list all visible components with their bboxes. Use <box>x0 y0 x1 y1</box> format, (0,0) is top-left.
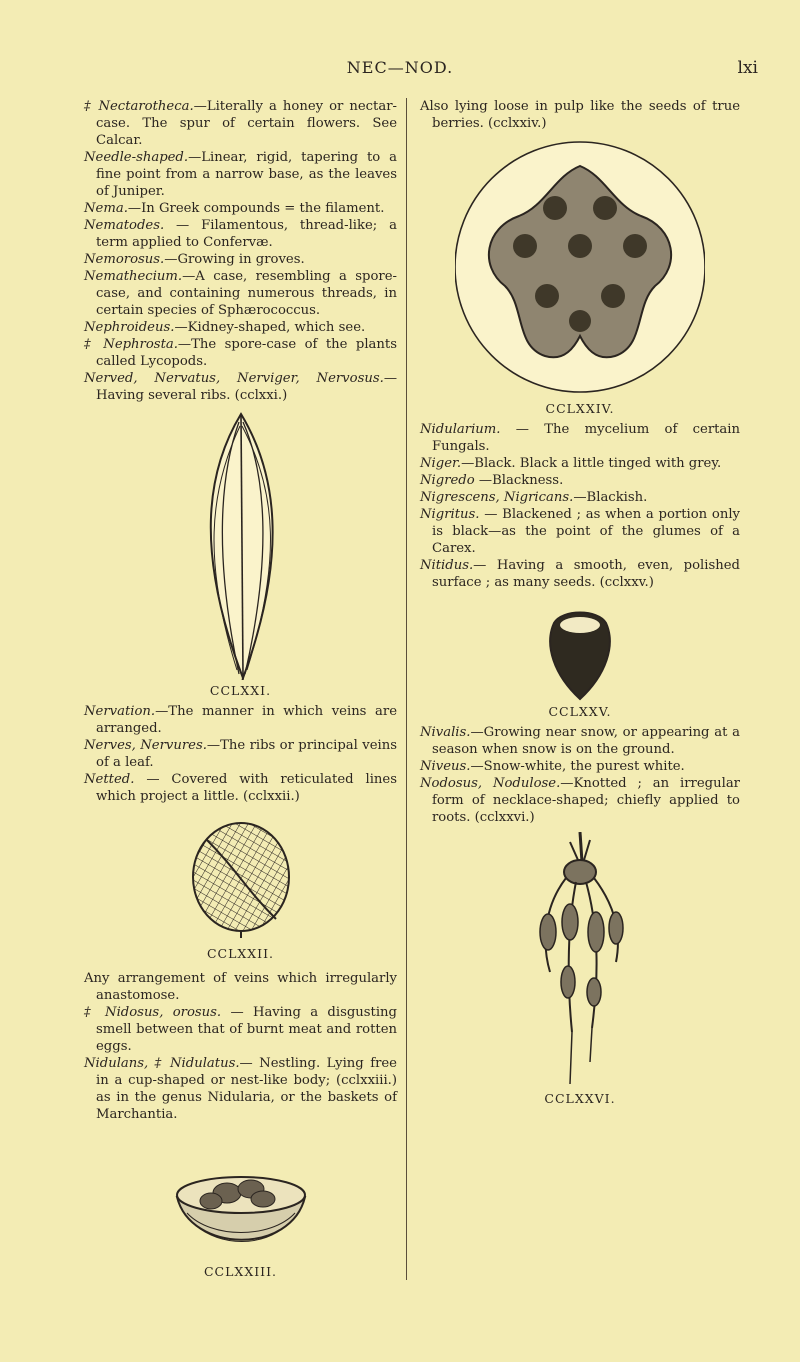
entry-definition: —In Greek compounds = the filament. <box>127 201 385 216</box>
glossary-entry <box>84 1055 397 1123</box>
entry-definition: —Literally a honey or nectar-case. The spur of certain flowers. See Calcar. <box>96 99 397 148</box>
figure-seeds-in-pulp <box>420 136 740 398</box>
entry-term: Nidularium. <box>420 422 501 437</box>
entries-b <box>84 703 397 805</box>
entry-term: Nidulans, ‡ Nidulatus. <box>84 1056 240 1071</box>
glossary-entry <box>84 771 397 805</box>
entry-term: Nigrescens, Nigricans. <box>420 490 574 505</box>
entry-definition: —Having several ribs. (cclxxi.) <box>96 371 397 403</box>
entry-definition: —Snow-white, the purest white. <box>470 759 685 774</box>
entry-definition: —Linear, rigid, tapering to a fine point from a narrow base, as the leaves of Juniper. <box>96 150 397 199</box>
entry-definition: — Filamentous, thread-like; a term applied to Confervæ. <box>96 218 397 250</box>
entry-term: ‡ Nidosus, orosus. <box>84 1005 222 1020</box>
glossary-entry <box>84 737 397 771</box>
glossary-entry <box>84 98 397 149</box>
figure-polished-seed <box>420 605 740 701</box>
entries-b <box>420 421 740 591</box>
entry-term: Nitidus. <box>420 558 474 573</box>
entry-definition: — The mycelium of certain Fungals. <box>432 422 740 454</box>
glossary-entry <box>420 455 740 472</box>
netted-leaf-illustration <box>186 819 296 939</box>
glossary-entry <box>420 506 740 557</box>
glossary-entry <box>420 775 740 826</box>
glossary-entry <box>84 268 397 319</box>
entry-definition: —Blackish. <box>573 490 648 505</box>
entry-definition: Any arrangement of veins which irregularly anastomose. <box>84 971 397 1003</box>
glossary-entry <box>84 336 397 370</box>
entry-definition: — Nestling. Lying free in a cup-shaped or nest-like body; (cclxxiii.) as in the genus Nidularia, or the baskets of Marchantia. <box>96 1056 397 1122</box>
entry-definition: —Blackness. <box>474 473 564 488</box>
figure-caption-cclxxiii: CCLXXIII. <box>203 1264 277 1279</box>
polished-seed-illustration <box>540 605 620 701</box>
entries-c <box>420 724 740 826</box>
entry-term: Nivalis. <box>420 725 471 740</box>
entry-term: Nigritus. <box>420 507 480 522</box>
entry-definition: —Knotted ; an irregular form of necklace-shaped; chiefly applied to roots. (cclxxvi.) <box>432 776 740 825</box>
entry-term: Nemathecium. <box>84 269 183 284</box>
column-divider <box>406 98 407 1280</box>
entry-definition: —Kidney-shaped, which see. <box>174 320 366 335</box>
entry-definition: —Growing near snow, or appearing at a season when snow is on the ground. <box>432 725 740 757</box>
figure-netted <box>84 819 397 943</box>
glossary-entry <box>420 421 740 455</box>
figure-nidulans <box>84 1163 397 1261</box>
entry-definition: —Growing in groves. <box>164 252 305 267</box>
figure-caption-cclxxii: CCLXXII. <box>206 946 275 961</box>
figure-nerved-leaf <box>84 412 397 680</box>
entry-definition: —The manner in which veins are arranged. <box>96 704 397 736</box>
glossary-entry <box>84 200 397 217</box>
entry-term: Netted. <box>84 772 135 787</box>
entries-a <box>84 98 397 404</box>
entry-definition: —The ribs or principal veins of a leaf. <box>96 738 397 770</box>
running-header: NEC—NOD. <box>346 58 454 77</box>
entry-term: ‡ Nephrosta. <box>84 337 178 352</box>
nest-cup-illustration <box>171 1163 311 1259</box>
glossary-entry <box>420 98 740 132</box>
figure-caption-cclxxv: CCLXXV. <box>548 704 612 719</box>
glossary-entry <box>84 1004 397 1055</box>
glossary-entry <box>420 724 740 758</box>
left-column <box>84 98 397 1284</box>
figure-caption-cclxxvi: CCLXXVI. <box>544 1091 616 1106</box>
entries-c <box>84 970 397 1123</box>
knotted-root-illustration <box>520 832 640 1088</box>
entry-term: Needle-shaped. <box>84 150 189 165</box>
nerved-leaf-illustration <box>181 412 301 680</box>
entry-term: Niger. <box>420 456 462 471</box>
page-number: lxi <box>737 58 758 78</box>
entry-definition: — Having a disgusting smell between that of burnt meat and rotten eggs. <box>96 1005 397 1054</box>
berry-section-illustration <box>455 136 705 398</box>
entry-definition: — Covered with reticulated lines which project a little. (cclxxii.) <box>96 772 397 804</box>
entry-definition: —The spore-case of the plants called Lycopods. <box>96 337 397 369</box>
glossary-entry <box>84 703 397 737</box>
entry-term: Niveus. <box>420 759 471 774</box>
entry-definition: Also lying loose in pulp like the seeds of true berries. (cclxxiv.) <box>420 99 740 131</box>
entry-term: Nematodes. <box>84 218 165 233</box>
entry-definition: —Black. Black a little tinged with grey. <box>461 456 722 471</box>
glossary-entry <box>420 489 740 506</box>
glossary-entry <box>420 758 740 775</box>
entry-definition: — Blackened ; as when a portion only is black—as the point of the glumes of a Carex. <box>432 507 740 556</box>
glossary-entry <box>84 217 397 251</box>
entry-term: Nerved, Nervatus, Nerviger, Nervosus. <box>84 371 384 386</box>
glossary-entry <box>84 319 397 336</box>
figure-knotted-root <box>420 832 740 1088</box>
figure-caption-cclxxiv: CCLXXIV. <box>545 401 615 416</box>
entry-term: Nema. <box>84 201 128 216</box>
right-column <box>420 98 740 1111</box>
glossary-entry <box>84 370 397 404</box>
entry-term: Nervation. <box>84 704 156 719</box>
entry-definition: — Having a smooth, even, polished surface ; as many seeds. (cclxxv.) <box>432 558 740 590</box>
entry-term: Nephroideus. <box>84 320 175 335</box>
entry-term: Nigredo <box>420 473 475 488</box>
entry-term: Nerves, Nervures. <box>84 738 207 753</box>
glossary-entry <box>420 472 740 489</box>
glossary-entry <box>84 149 397 200</box>
entries-a <box>420 98 740 132</box>
glossary-entry <box>84 251 397 268</box>
entry-term: Nodosus, Nodulose. <box>420 776 561 791</box>
entry-term: ‡ Nectarotheca. <box>84 99 194 114</box>
glossary-entry <box>84 970 397 1004</box>
entry-term: Nemorosus. <box>84 252 165 267</box>
glossary-entry <box>420 557 740 591</box>
figure-caption-cclxxi: CCLXXI. <box>209 683 272 698</box>
entry-definition: —A case, resembling a spore-case, and containing numerous threads, in certain species of Sphærococcus. <box>96 269 397 318</box>
